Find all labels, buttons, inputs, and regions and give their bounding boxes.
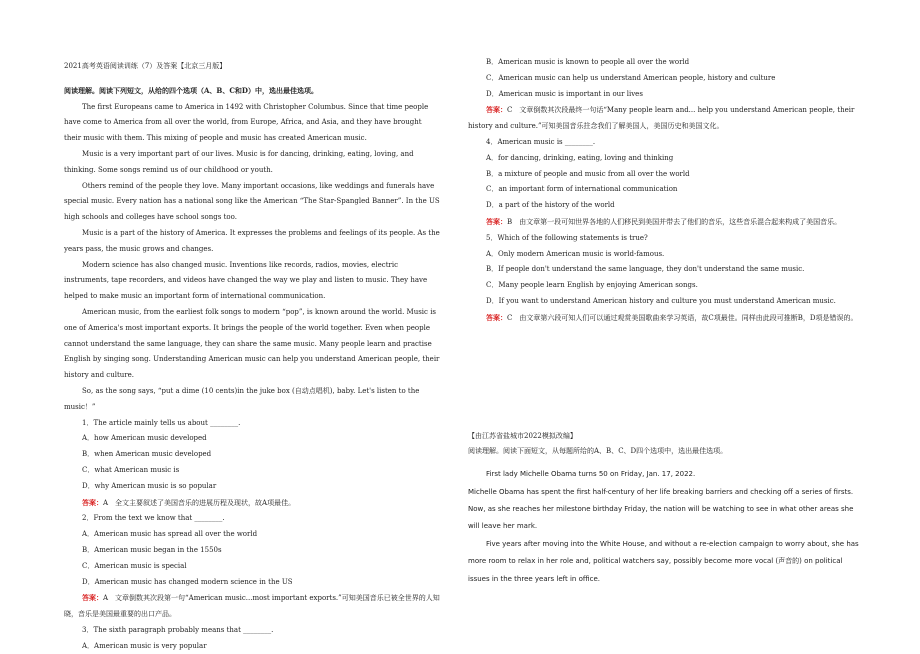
option: C．Many people learn English by enjoying American songs. <box>486 281 698 290</box>
option: C．an important form of international communication <box>486 185 678 194</box>
section-instruction: 阅读理解。阅读下列短文，从给的四个选项（A、B、C和D）中，选出最佳选项。 <box>64 85 318 95</box>
option: A．American music is very popular <box>82 641 207 650</box>
option: B．when American music developed <box>82 450 212 459</box>
option: B．If people don't understand the same language, they don't understand the same music. <box>486 265 805 274</box>
question-5: 5．Which of the following statements is true? <box>486 233 648 242</box>
option: C．American music can help us understand American people, history and culture <box>486 73 776 82</box>
passage-paragraph: Music is a part of the history of America. It expresses the problems and feelings of its people. As the years pass, the music grows and changes. <box>64 228 440 253</box>
right-column <box>468 55 860 588</box>
option: D．a part of the history of the world <box>486 201 615 210</box>
option: D．American music has changed modern science in the US <box>82 577 293 586</box>
answer-5: 答案：C 由文章第六段可知人们可以通过观赏美国歌曲来学习英语，故C项最佳。同样由此段可推断B，D项是错误的。 <box>486 312 858 322</box>
passage2-paragraph: Five years after moving into the White House, and without a re-election campaign to worry about, she has more room to relax in her role and, political watchers say, possibly become more vocal (声音的) on political issues in the three years left in office. <box>468 539 859 583</box>
option: C．what American music is <box>82 465 180 474</box>
passage-2 <box>468 466 860 588</box>
passage2-paragraph: First lady Michelle Obama turns 50 on Friday, Jan. 17, 2022. <box>486 470 696 479</box>
option: C．American music is special <box>82 561 187 570</box>
left-column <box>64 59 440 654</box>
answer-1: 答案：A 全文主要叙述了美国音乐的进展历程及现状，故A项最佳。 <box>82 497 296 507</box>
passage-paragraph: So, as the song says, “put a dime (10 cents)in the juke box (自动点唱机), baby. Let's listen to the music！” <box>64 386 420 411</box>
question-3: 3．The sixth paragraph probably means that ________. <box>82 625 274 634</box>
option: D．If you want to understand American history and culture you must understand American music. <box>486 296 836 305</box>
answer-2: 答案：A 文章倒数其次段第一句“American music...most important exports.”可知美国音乐已被全世界的人知晓，音乐是美国最重要的出口产品。 <box>64 593 440 619</box>
option: A．how American music developed <box>82 434 207 443</box>
passage-paragraph: Others remind of the people they love. Many important occasions, like weddings and funerals have special music. Every nation has a national song like the American “The Star-Spangled Banner”. In the US high schools and colleges have school songs too. <box>64 181 440 222</box>
section-instruction-2: 阅读理解。阅读下面短文，从每题所给的A、B、C、D四个选项中，选出最佳选项。 <box>468 447 728 456</box>
option: B．American music began in the 1550s <box>82 545 222 554</box>
source-note: 【由江苏省盐城市2022模拟改编】 <box>468 431 577 440</box>
question-1: 1．The article mainly tells us about ________. <box>82 418 241 427</box>
option: D．why American music is so popular <box>82 481 217 490</box>
question-2: 2．From the text we know that ________. <box>82 514 225 523</box>
document-title: 2021高考英语阅读训练（7）及答案【北京三月版】 <box>64 62 227 70</box>
option: D．American music is important in our lives <box>486 89 643 98</box>
option: B．a mixture of people and music from all over the world <box>486 169 690 178</box>
option: B．American music is known to people all over the world <box>486 58 690 66</box>
passage-paragraph: Modern science has also changed music. Inventions like records, radios, movies, electric instruments, tape recorders, and videos have changed the way we play and listen to music. They have helped to make music an important form of international communication. <box>64 260 428 301</box>
passage-paragraph: Music is a very important part of our lives. Music is for dancing, drinking, eating, loving, and thinking. Some songs remind us of our childhood or youth. <box>64 149 414 174</box>
answer-4: 答案：B 由文章第一段可知世界各地的人们移民到美国并带去了他们的音乐，这些音乐混合起来构成了美国音乐。 <box>486 216 842 226</box>
answer-3: 答案：C 文章倒数其次段最终一句话“Many people learn and... help you understand American people, their history and culture.”可知美国音乐拄念我们了解美国人，美国历史和美国文化。 <box>468 105 855 131</box>
passage-paragraph: The first Europeans came to America in 1492 with Christopher Columbus. Since that time people have come to America from all over the world, from Europe, Africa, and Asia, and they have brought their music with them. This mixing of people and music has created American music. <box>64 102 429 143</box>
question-4: 4．American music is ________. <box>486 137 596 146</box>
passage2-paragraph: Michelle Obama has spent the first half-century of her life breaking barriers and checking off a series of firsts. Now, as she reaches her milestone birthday Friday, the nation will be watching to see in what other areas she will leave her mark. <box>468 487 854 531</box>
option: A．Only modern American music is world-famous. <box>486 249 665 258</box>
passage-paragraph: American music, from the earliest folk songs to modern “pop”, is known around the world. Music is one of America's most important exports. It brings the people of the world together. Even when people cannot understand the same language, they can share the same music. Many people learn and practise English by singing song. Understanding American music can help you understand American people, their history and culture. <box>64 307 440 380</box>
option: A．American music has spread all over the world <box>82 530 258 539</box>
option: A．for dancing, drinking, eating, loving and thinking <box>486 153 674 162</box>
